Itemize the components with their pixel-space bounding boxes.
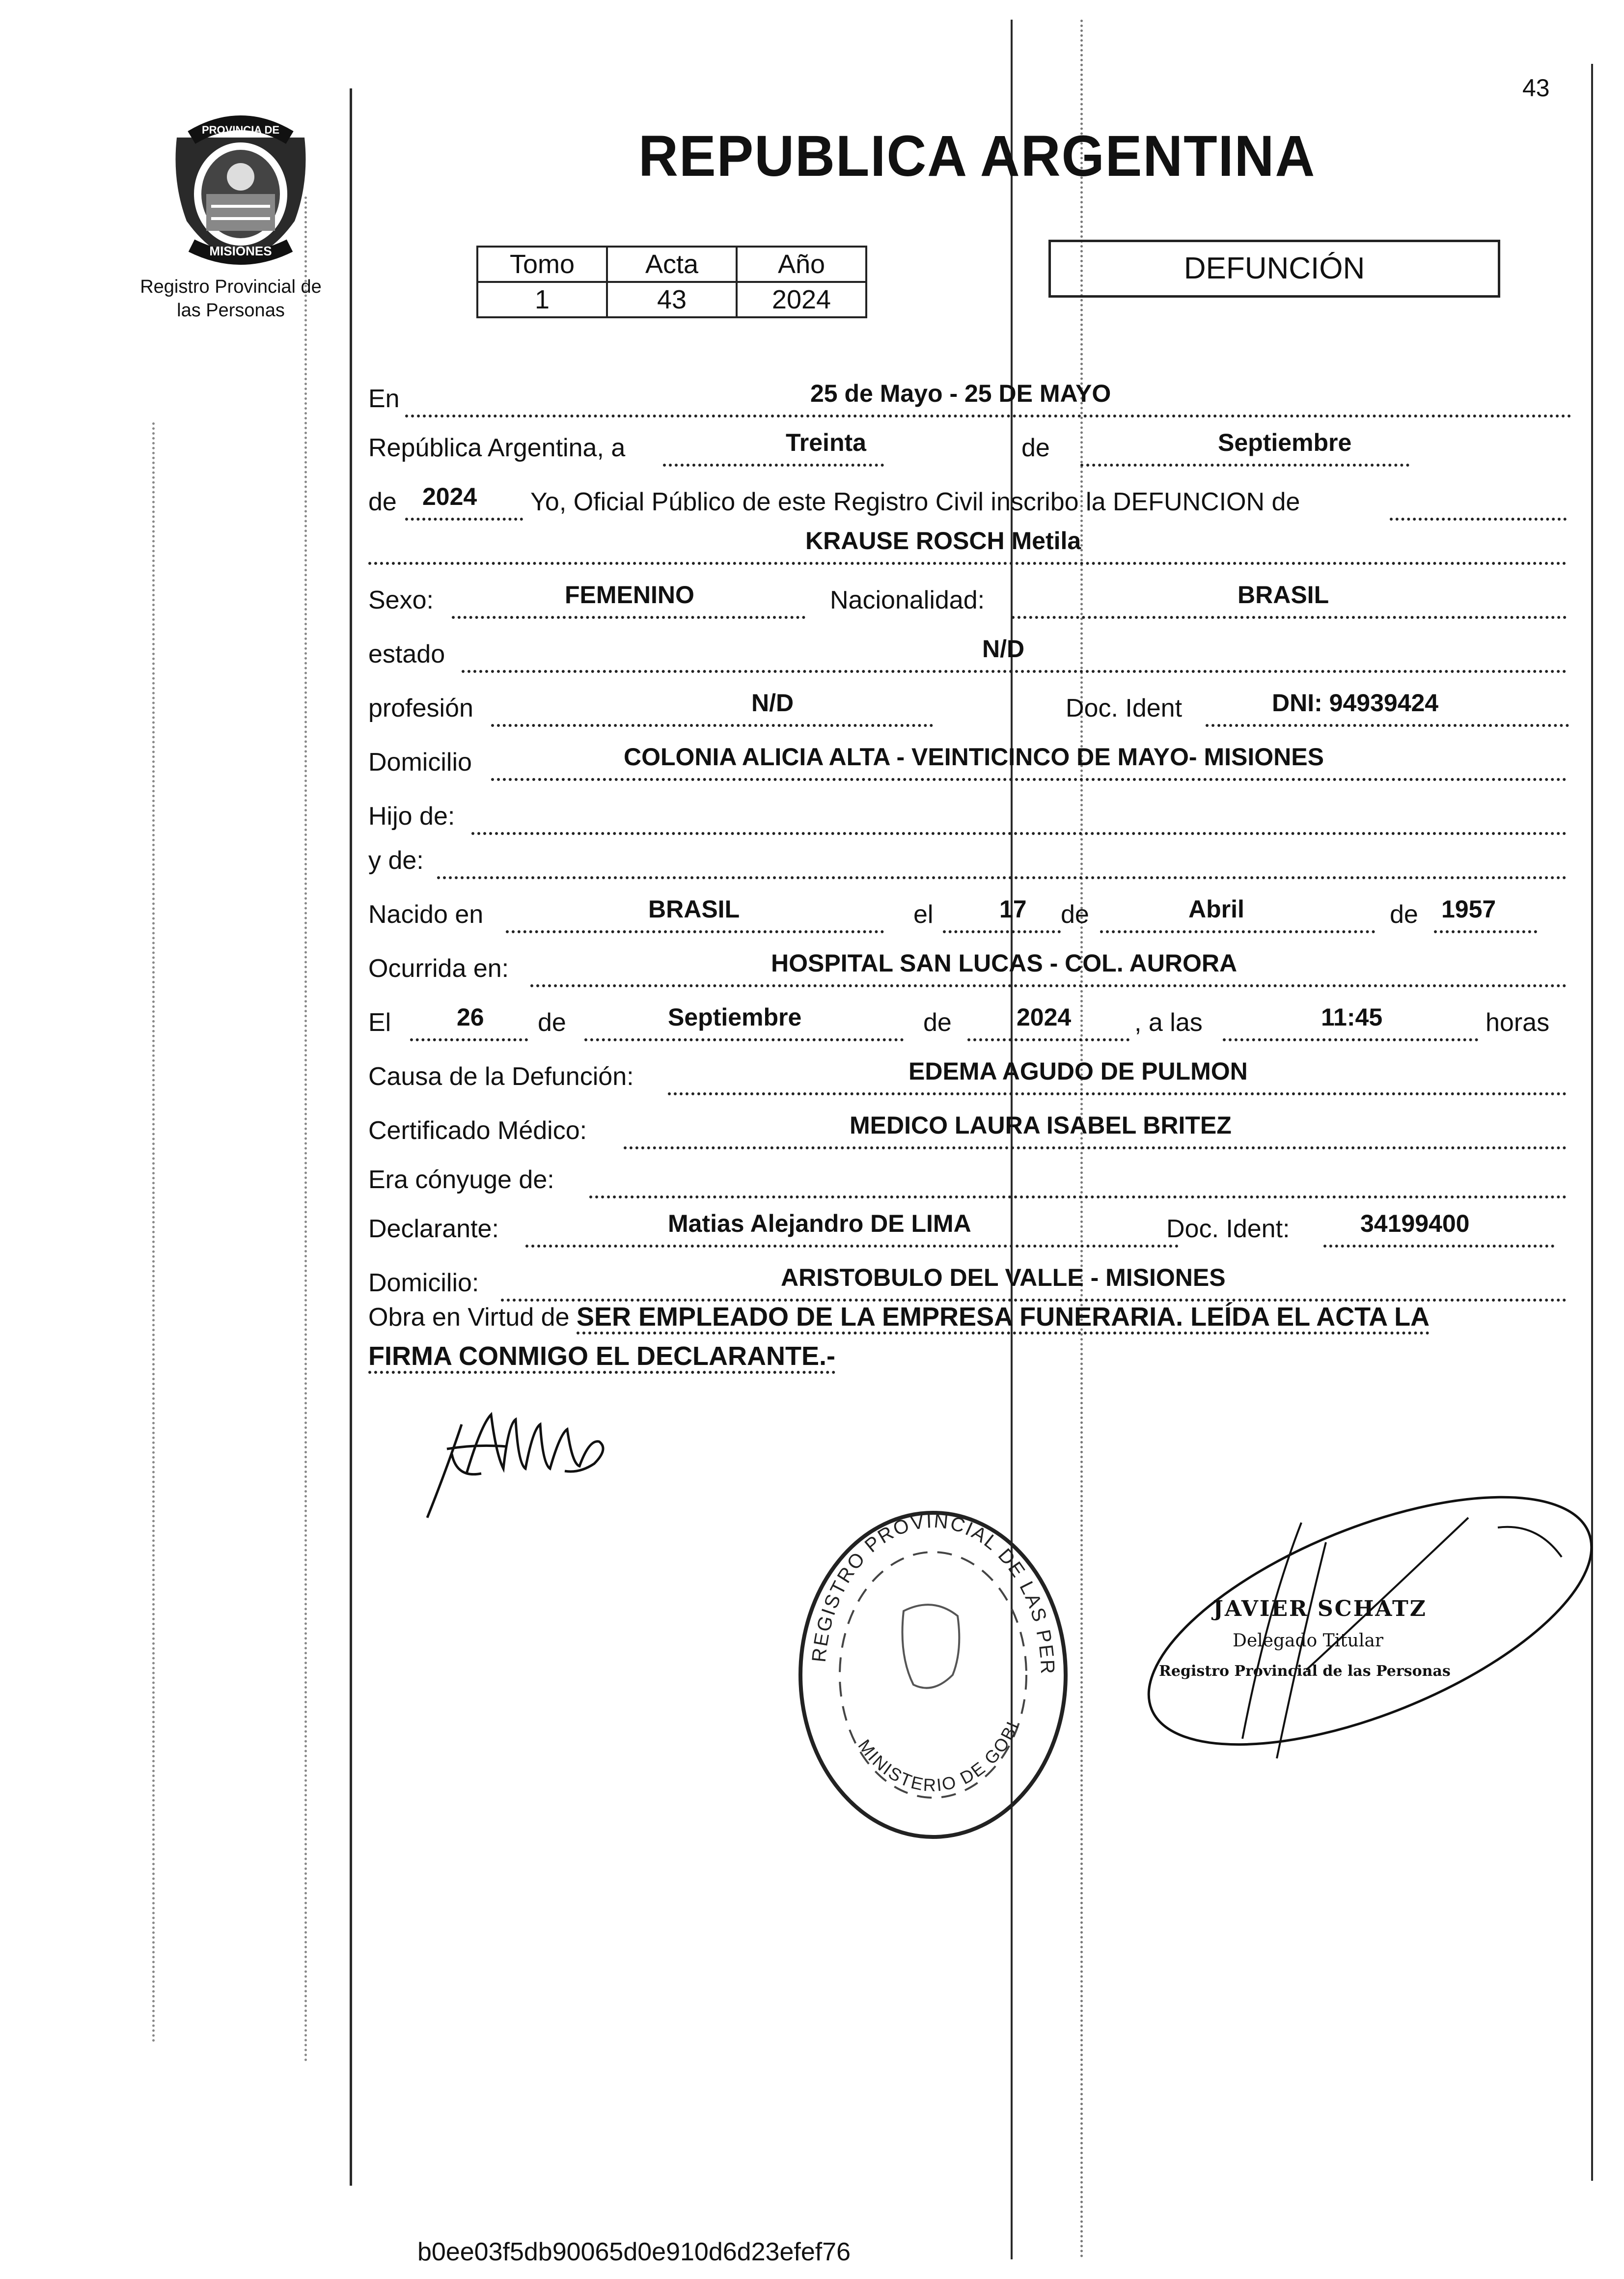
value-death-year: 2024: [1017, 1003, 1072, 1031]
svg-text:REGISTRO PROVINCIAL DE LAS PER: [786, 1488, 1058, 1676]
value-birth-day: 17: [999, 895, 1027, 923]
label-hijo-de: Hijo de:: [368, 802, 455, 831]
row-en: [368, 373, 1571, 417]
dotted-line: [452, 616, 805, 619]
label-de: de: [1390, 900, 1418, 929]
label-nacido: Nacido en: [368, 900, 484, 929]
label-ocurrida: Ocurrida en:: [368, 954, 509, 983]
label-a-las: , a las: [1134, 1008, 1203, 1037]
row-fecha-defuncion: [368, 997, 1571, 1041]
official-seal: [786, 1488, 1080, 1842]
official-office: Registro Provincial de las Personas: [1159, 1663, 1451, 1680]
text-inscribo: Yo, Oficial Público de este Registro Civil inscribo la DEFUNCION de: [530, 488, 1300, 516]
row-declarante: [368, 1203, 1571, 1248]
value-medical-certificate: MEDICO LAURA ISABEL BRITEZ: [850, 1112, 1232, 1139]
row-profesion: [368, 683, 1571, 727]
label-de: de: [1021, 434, 1050, 462]
seal-text-bottom: MINISTERIO DE GOBI: [854, 1717, 1023, 1796]
dotted-line: [663, 464, 884, 467]
row-estado: [368, 629, 1571, 673]
record-value: 2024: [737, 282, 866, 317]
dotted-line: [530, 984, 1567, 987]
dotted-line: [624, 1146, 1567, 1149]
label-doc: Doc. Ident:: [1166, 1215, 1290, 1243]
binding-holes-right: [304, 196, 307, 2063]
value-death-time: 11:45: [1321, 1003, 1383, 1031]
dotted-line: [405, 415, 1571, 417]
value-birth-month: Abril: [1188, 895, 1244, 923]
value-month: Septiembre: [1218, 429, 1352, 456]
value-dni: DNI: 94939424: [1272, 689, 1439, 717]
label-certificado: Certificado Médico:: [368, 1116, 587, 1145]
dotted-line: [967, 1038, 1129, 1041]
label-profesion: profesión: [368, 694, 473, 723]
value-declarant-address: ARISTOBULO DEL VALLE - MISIONES: [781, 1264, 1226, 1291]
label-declarante: Declarante:: [368, 1215, 499, 1243]
row-certificado: [368, 1105, 1571, 1149]
dotted-line: [437, 876, 1567, 879]
dotted-line: [506, 930, 884, 933]
record-header: Año: [737, 247, 866, 282]
row-sexo: [368, 575, 1571, 619]
right-margin-line: [1591, 64, 1593, 2181]
row-obra: [368, 1302, 1576, 1332]
dotted-line: [1323, 1245, 1554, 1248]
label-obra: Obra en Virtud de: [368, 1303, 570, 1332]
value-place: 25 de Mayo - 25 DE MAYO: [810, 380, 1111, 407]
label-de: de: [1061, 900, 1089, 929]
province-emblem: [157, 108, 324, 270]
label-y-de: y de:: [368, 846, 424, 875]
binding-holes-left: [152, 422, 155, 2043]
registry-label: Registro Provincial de las Personas: [140, 277, 322, 321]
row-conyuge: [368, 1154, 1571, 1198]
official-signature: [1095, 1464, 1611, 1793]
document-hash: b0ee03f5db90065d0e910d6d23efef76: [417, 2238, 851, 2266]
label-de: de: [538, 1008, 566, 1037]
dotted-line: [1100, 930, 1375, 933]
dotted-line: [1080, 464, 1409, 467]
row-domicilio: [368, 737, 1571, 781]
value-reason-line2: FIRMA CONMIGO EL DECLARANTE.-: [368, 1341, 835, 1374]
label-estado: estado: [368, 640, 445, 668]
row-y-de: [368, 835, 1571, 879]
dotted-line: [943, 930, 1061, 933]
value-death-place: HOSPITAL SAN LUCAS - COL. AURORA: [771, 949, 1238, 977]
row-fecha: República Argentina, a Treinta de Septiembre: [368, 422, 1571, 467]
row-domicilio-declarante: [368, 1257, 1571, 1302]
value-birth-place: BRASIL: [648, 895, 740, 923]
record-header: Tomo: [477, 247, 607, 282]
dotted-line: [1206, 724, 1569, 727]
label-doc: Doc. Ident: [1066, 694, 1183, 723]
value-cause-of-death: EDEMA AGUDO DE PULMON: [908, 1057, 1248, 1085]
value-address: COLONIA ALICIA ALTA - VEINTICINCO DE MAYO- MISIONES: [624, 743, 1324, 771]
label-conyuge: Era cónyuge de:: [368, 1166, 554, 1194]
value-sex: FEMENINO: [565, 581, 694, 609]
record-header: Acta: [607, 247, 737, 282]
dotted-line: [589, 1195, 1567, 1198]
dotted-line: [491, 778, 1567, 781]
value-year: 2024: [422, 483, 477, 510]
page-title: REPUBLICA ARGENTINA: [638, 124, 1316, 189]
row-nacido: [368, 889, 1571, 933]
label-nacionalidad: Nacionalidad:: [830, 586, 985, 614]
label-en: En: [368, 385, 400, 413]
value-declarant: Matias Alejandro DE LIMA: [668, 1210, 971, 1237]
record-type-box: DEFUNCIÓN: [1048, 240, 1500, 298]
label-causa: Causa de la Defunción:: [368, 1062, 634, 1091]
label-el: el: [913, 900, 934, 929]
dotted-line: [1223, 1038, 1478, 1041]
label-domicilio: Domicilio:: [368, 1269, 479, 1297]
dotted-line: [584, 1038, 904, 1041]
dotted-line: [1434, 930, 1537, 933]
value-reason-line1: SER EMPLEADO DE LA EMPRESA FUNERARIA. LEÍDA EL ACTA LA: [577, 1302, 1430, 1334]
left-margin-line: [350, 88, 352, 2186]
label-horas: horas: [1486, 1008, 1550, 1037]
record-value: 1: [477, 282, 607, 317]
dotted-line: [1012, 616, 1567, 619]
label-de: de: [368, 488, 397, 516]
dotted-line: [668, 1092, 1567, 1095]
dotted-line: [368, 562, 1567, 565]
row-hijo-de: [368, 791, 1571, 835]
row-anio: [368, 476, 1571, 521]
value-profession: N/D: [751, 689, 794, 717]
row-nombre: [368, 521, 1571, 565]
row-obra-cont: [368, 1341, 1576, 1371]
value-deceased-name: KRAUSE ROSCH Metila: [805, 527, 1081, 555]
value-nationality: BRASIL: [1238, 581, 1329, 609]
official-name: JAVIER SCHATZ: [1213, 1596, 1427, 1621]
label-de: de: [923, 1008, 952, 1037]
seal-text-top: REGISTRO PROVINCIAL DE LAS PER: [808, 1510, 1059, 1676]
label-el: El: [368, 1008, 391, 1037]
official-role: Delegado Titular: [1233, 1631, 1384, 1651]
dotted-line: [525, 1245, 1179, 1248]
dotted-line: [491, 724, 933, 727]
dotted-line: [462, 670, 1567, 673]
row-ocurrida: [368, 943, 1571, 987]
value-civil-status: N/D: [982, 635, 1025, 663]
emblem-text-bottom: MISIONES: [209, 244, 272, 258]
declarant-signature: [417, 1395, 624, 1523]
emblem-text-top: PROVINCIA DE: [201, 124, 280, 136]
value-day: Treinta: [786, 429, 866, 456]
page-number: 43: [1522, 74, 1550, 102]
value-death-month: Septiembre: [668, 1003, 802, 1031]
record-table: [476, 246, 867, 318]
dotted-line: [410, 1038, 528, 1041]
row-causa: [368, 1051, 1571, 1095]
value-birth-year: 1957: [1441, 895, 1496, 923]
label-domicilio: Domicilio: [368, 748, 472, 777]
label-sexo: Sexo:: [368, 586, 434, 614]
value-declarant-doc: 34199400: [1360, 1210, 1470, 1237]
value-death-day: 26: [457, 1003, 484, 1031]
record-value: 43: [607, 282, 737, 317]
